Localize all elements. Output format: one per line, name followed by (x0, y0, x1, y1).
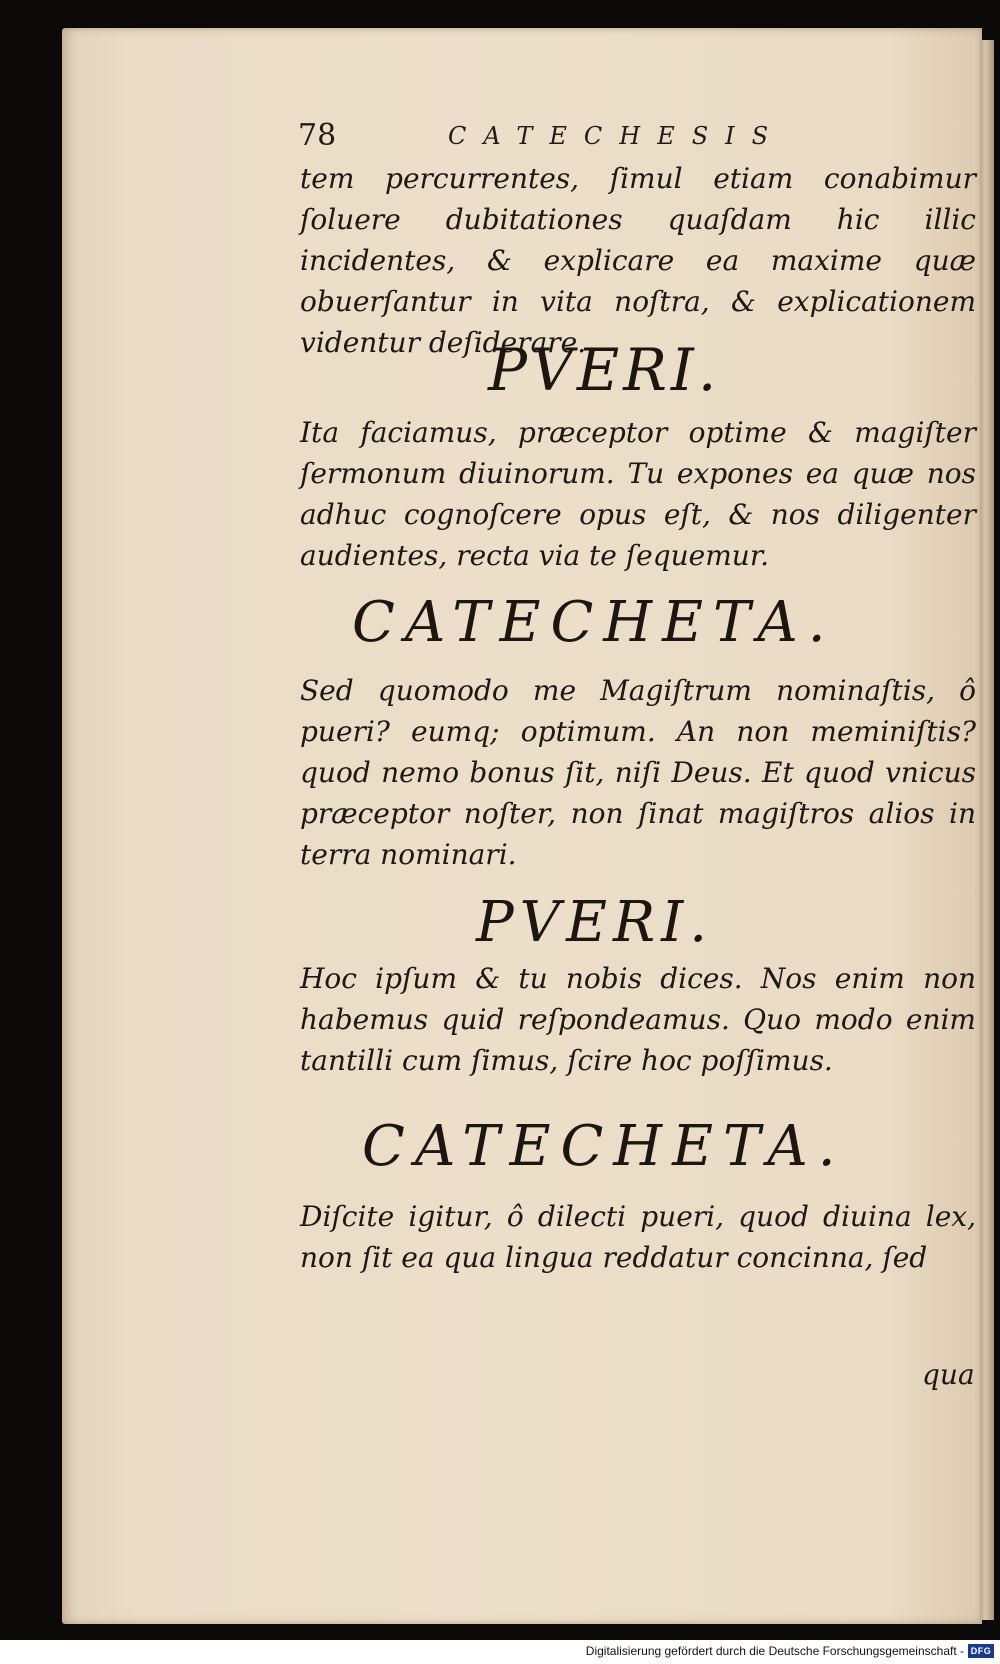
catchword: qua (922, 1358, 975, 1391)
paragraph-2: Ita faciamus, præceptor optime & magiſter ſermonum diuinorum. Tu expones ea quæ nos adhuc cognoſcere opus eſt, & nos diligenter audientes, recta via te ſequemur. (300, 416, 976, 572)
footer-credit: Digitalisierung gefördert durch die Deutsche Forschungsgemeinschaft - (585, 1644, 964, 1658)
speaker-heading-pueri-2: PVERI. (476, 890, 714, 955)
running-head (298, 118, 858, 158)
paragraph-3: Sed quomodo me Magiſtrum nominaſtis, ô pueri? eumq; optimum. An non meminiſtis? quod nemo bonus ſit, niſi Deus. Et quod vnicus præceptor noſter, non ſinat magiſtros alios in terra nominari. (300, 674, 976, 871)
page-fore-edge (980, 40, 994, 1620)
footer (0, 1640, 1000, 1664)
dfg-logo-icon: DFG (968, 1644, 994, 1658)
paragraph-1: tem percurrentes, ſimul etiam conabimur ſoluere dubitationes quaſdam hic illic incidentes, & explicare ea maxime quæ obuerſantur in vita noſtra, & explicationem videntur deſiderare. (300, 162, 976, 359)
speaker-heading-pueri-1: PVERI. (488, 336, 721, 404)
speaker-heading-catecheta-2: CATECHETA. (362, 1114, 846, 1179)
page-number: 78 (298, 118, 337, 153)
speaker-heading-catecheta-1: CATECHETA. (352, 590, 836, 655)
paragraph-5: Diſcite igitur, ô dilecti pueri, quod diuina lex, non ſit ea qua lingua reddatur concinna, ſed (300, 1200, 976, 1274)
paragraph-4: Hoc ipſum & tu nobis dices. Nos enim non habemus quid reſpondeamus. Quo modo enim tantilli cum ſimus, ſcire hoc poſſimus. (300, 962, 976, 1077)
running-title: CATECHESIS (448, 122, 786, 150)
